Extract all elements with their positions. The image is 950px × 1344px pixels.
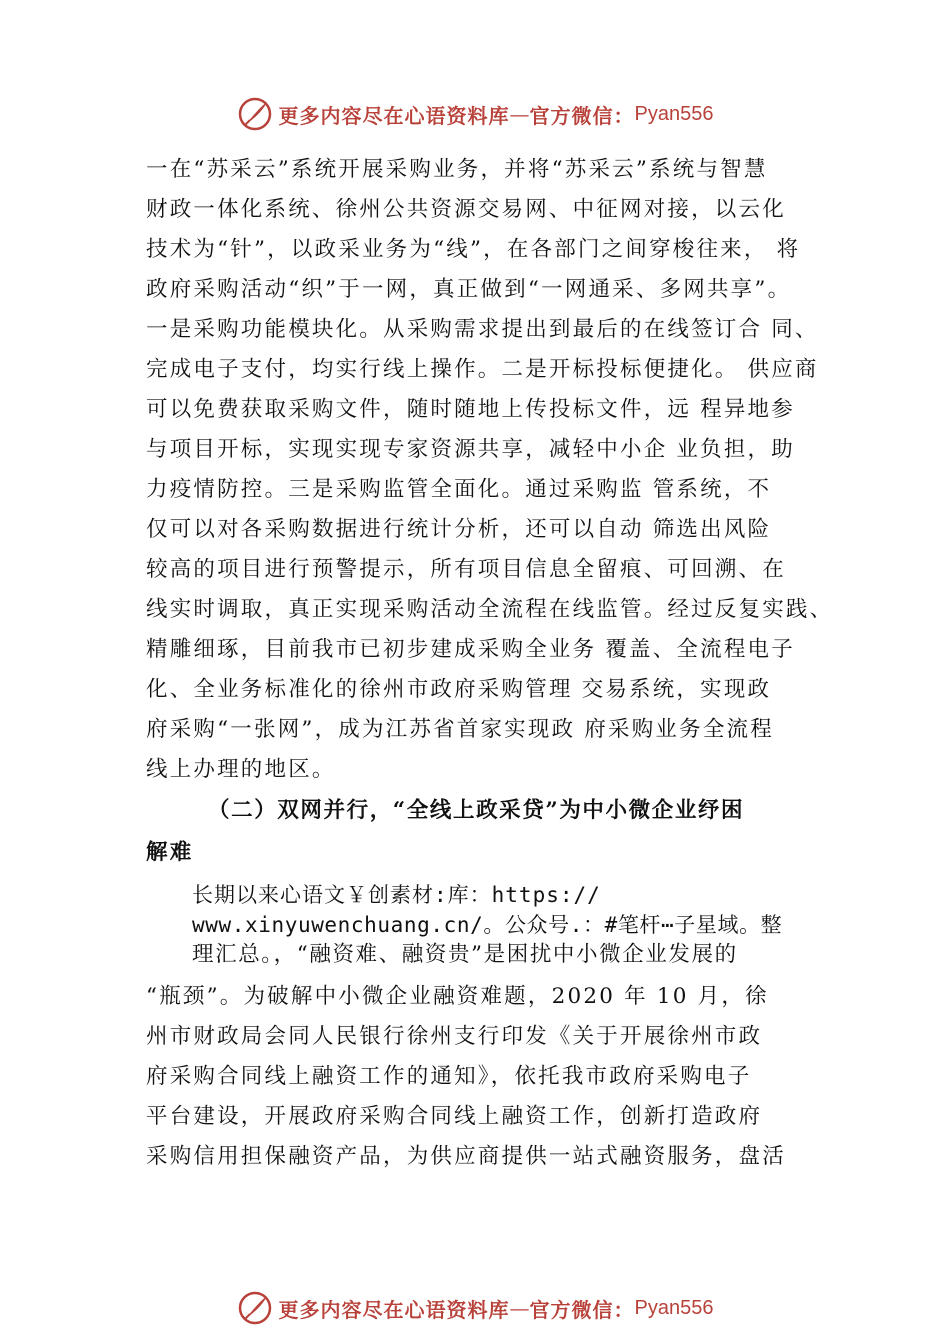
body-line: 力疫情防控。三是采购监管全面化。通过采购监 管系统，不: [146, 477, 772, 502]
body-line: 平台建设，开展政府采购合同线上融资工作，创新打造政府: [146, 1104, 763, 1129]
body-line: 府采购合同线上融资工作的通知》，依托我市政府采购电子: [146, 1064, 752, 1089]
banner-wechat-id: Pyan556: [634, 1296, 714, 1319]
body-line: 财政一体化系统、徐州公共资源交易网、中征网对接，以云化: [146, 197, 786, 222]
banner-official-label: 官方微信：: [529, 103, 635, 128]
banner-wechat-id: Pyan556: [634, 102, 714, 125]
header-banner: [0, 94, 950, 134]
footer-banner: [0, 1288, 950, 1328]
body-line: 完成电子支付，均实行线上操作。二是开标投标便捷化。 供应商: [146, 357, 819, 382]
body-line: 一是采购功能模块化。从采购需求提出到最后的在线签订合 同、: [146, 317, 819, 342]
body-line: 与项目开标，实现实现专家资源共享，减轻中小企 业负担，助: [146, 437, 795, 462]
feather-pen-seal-icon: [237, 1290, 273, 1326]
body-line: 州市财政局会同人民银行徐州支行印发《关于开展徐州市政: [146, 1024, 763, 1049]
body-line: 府采购“一张网”，成为江苏省首家实现政 府采购业务全流程: [146, 717, 774, 742]
body-line: 较高的项目进行预警提示，所有项目信息全留痕、可回溯、在: [146, 557, 786, 582]
source-line: 长期以来心语文￥创素材:库：https://: [192, 883, 601, 907]
body-line: 政府采购活动“织”于一网，真正做到“一网通采、多网共享”。: [146, 277, 792, 302]
body-line: 可以免费获取采购文件，随时随地上传投标文件，远 程异地参: [146, 397, 795, 422]
banner-library-text: 更多内容尽在心语资料库: [278, 103, 510, 128]
body-line: 一在“苏采云”系统开展采购业务，并将“苏采云”系统与智慧: [146, 157, 768, 182]
banner-official-label: 官方微信：: [529, 1297, 635, 1322]
body-line: 精雕细琢，目前我市已初步建成采购全业务 覆盖、全流程电子: [146, 637, 795, 662]
body-line: 线实时调取，真正实现采购活动全流程在线监管。经过反复实践、: [146, 597, 834, 622]
body-line: 线上办理的地区。: [146, 757, 336, 782]
banner-separator: —: [509, 102, 530, 126]
banner-library-text: 更多内容尽在心语资料库: [278, 1297, 510, 1322]
body-line: “瓶颈”。为破解中小微企业融资难题，2020 年 10 月，徐: [146, 984, 769, 1009]
banner-separator: —: [509, 1296, 530, 1320]
section-heading: （二）双网并行，“全线上政采贷”为中小微企业纾困: [208, 798, 745, 823]
body-line: 技术为“针”，以政采业务为“线”，在各部门之间穿梭往来， 将: [146, 237, 801, 262]
body-line: 采购信用担保融资产品，为供应商提供一站式融资服务，盘活: [146, 1144, 786, 1169]
body-line: 理汇总。，“融资难、融资贵”是困扰中小微企业发展的: [192, 942, 738, 967]
body-line: 仅可以对各采购数据进行统计分析，还可以自动 筛选出风险: [146, 517, 772, 542]
feather-pen-seal-icon: [237, 96, 273, 132]
source-line: www.xinyuwenchuang.cn/。公众号.：#笔杆⋯子星域。整: [192, 913, 783, 937]
body-line: 化、全业务标准化的徐州市政府采购管理 交易系统，实现政: [146, 677, 772, 702]
section-heading-cont: 解难: [146, 840, 194, 865]
